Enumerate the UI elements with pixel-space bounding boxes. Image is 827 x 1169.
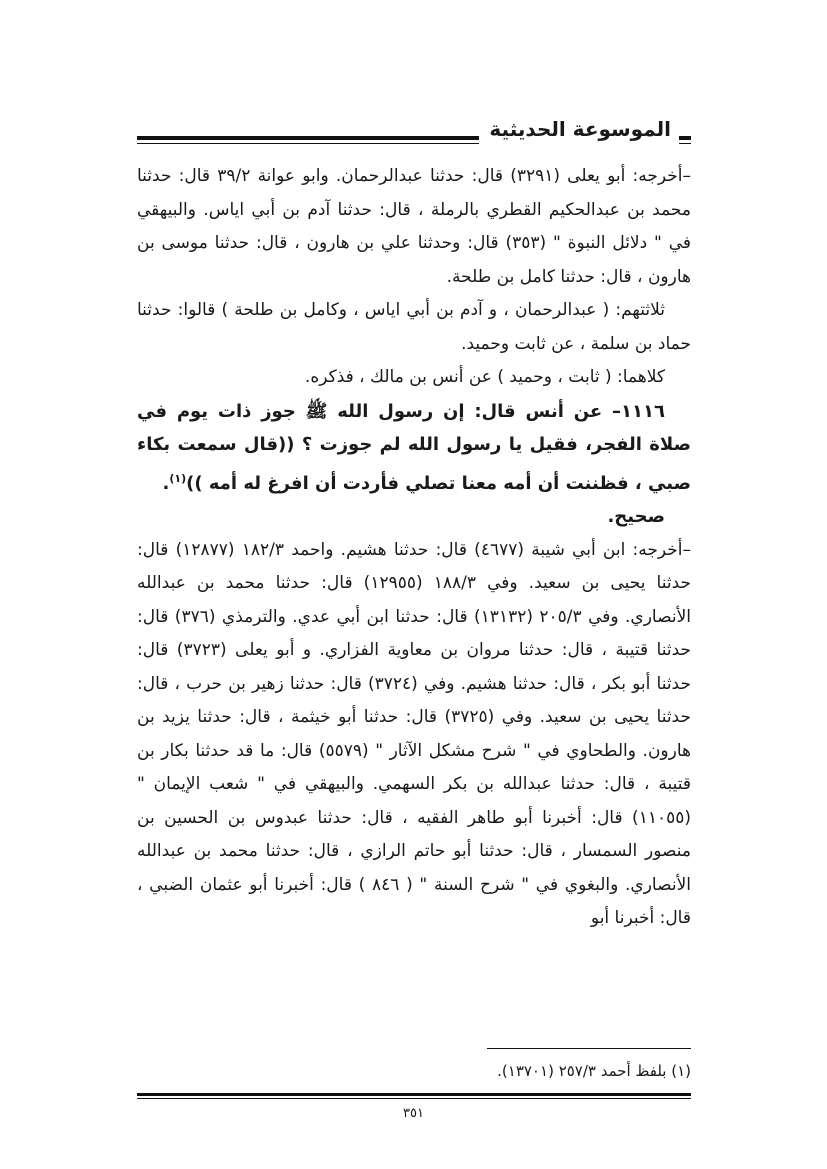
footnote-ref: (١) xyxy=(169,471,187,485)
hadith-body: ١١١٦– عن أنس قال: إن رسول الله ﷺ جوز ذات يوم في صلاة الفجر، فقيل يا رسول الله لم جوزت ؟ ((قال سمعت بكاء صبي ، فظننت أن أمه معنا تصلي فأردت أن افرغ له أمه )) xyxy=(137,400,691,494)
page-number: ٣٥١ xyxy=(403,1106,424,1121)
footnote: (١) بلفظ أحمد ٢٥٧/٣ (١٣٧٠١). xyxy=(497,1062,691,1080)
bottom-rule-thin xyxy=(137,1098,691,1099)
running-header xyxy=(137,108,691,148)
footnote-separator xyxy=(487,1048,691,1049)
paragraph-thalathatuhum: ثلاثتهم: ( عبدالرحمان ، و آدم بن أبي اياس ، وكامل بن طلحة ) قالوا: حدثنا حماد بن سلمة ، عن ثابت وحميد. xyxy=(137,300,691,354)
bottom-rule-thick xyxy=(137,1093,691,1096)
paragraph-takhrij-2: –أخرجه: ابن أبي شيبة (٤٦٧٧) قال: حدثنا هشيم. واحمد ١٨٢/٣ (١٢٨٧٧) قال: حدثنا يحيى بن سعيد. وفي ١٨٨/٣ (١٢٩٥٥) قال: حدثنا محمد بن عبدالله الأنصاري. وفي ٢٠٥/٣ (١٣١٣٢) قال: حدثنا ابن أبي عدي. والترمذي (٣٧٦) قال: حدثنا قتيبة ، قال: حدثنا مروان بن معاوية الفزاري. و أبو يعلى (٣٧٢٣) قال: حدثنا أبو بكر ، قال: حدثنا هشيم. وفي (٣٧٢٤) قال: حدثنا زهير بن حرب ، قال: حدثنا يحيى بن سعيد. وفي (٣٧٢٥) قال: حدثنا أبو خيثمة ، قال: حدثنا يزيد بن هارون. والطحاوي في " شرح مشكل الآثار " (٥٥٧٩) قال: ما قد حدثنا بكار بن قتيبة ، قال: حدثنا عبدالله بن بكر السهمي. والبيهقي في " شعب الإيمان " (١١٠٥٥) قال: أخبرنا أبو طاهر الفقيه ، قال: حدثنا عبدوس بن الحسين بن منصور السمسار ، قال: حدثنا أبو حاتم الرازي ، قال: حدثنا محمد بن عبدالله الأنصاري. والبغوي في " شرح السنة " ( ٨٤٦ ) قال: أخبرنا أبو عثمان الضبي ، قال: أخبرنا أبو xyxy=(137,539,692,928)
hadith-text xyxy=(137,395,691,501)
paragraph-takhrij-1: –أخرجه: أبو يعلى (٣٢٩١) قال: حدثنا عبدالرحمان. وابو عوانة ٣٩/٢ قال: حدثنا محمد بن عبدالحكيم القطري بالرملة ، قال: حدثنا آدم بن أبي اياس. والبيهقي في " دلائل النبوة " (٣٥٣) قال: وحدثنا علي بن هارون ، قال: حدثنا موسى بن هارون ، قال: حدثنا كامل بن طلحة. xyxy=(137,166,691,287)
header-title: الموسوعة الحديثية xyxy=(479,112,679,146)
page-body xyxy=(137,160,691,936)
hadith-grade: صحيح. xyxy=(607,506,665,527)
hadith-end: . xyxy=(162,472,170,494)
paragraph-kilahuma: كلاهما: ( ثابت ، وحميد ) عن أنس بن مالك ، فذكره. xyxy=(304,367,665,387)
